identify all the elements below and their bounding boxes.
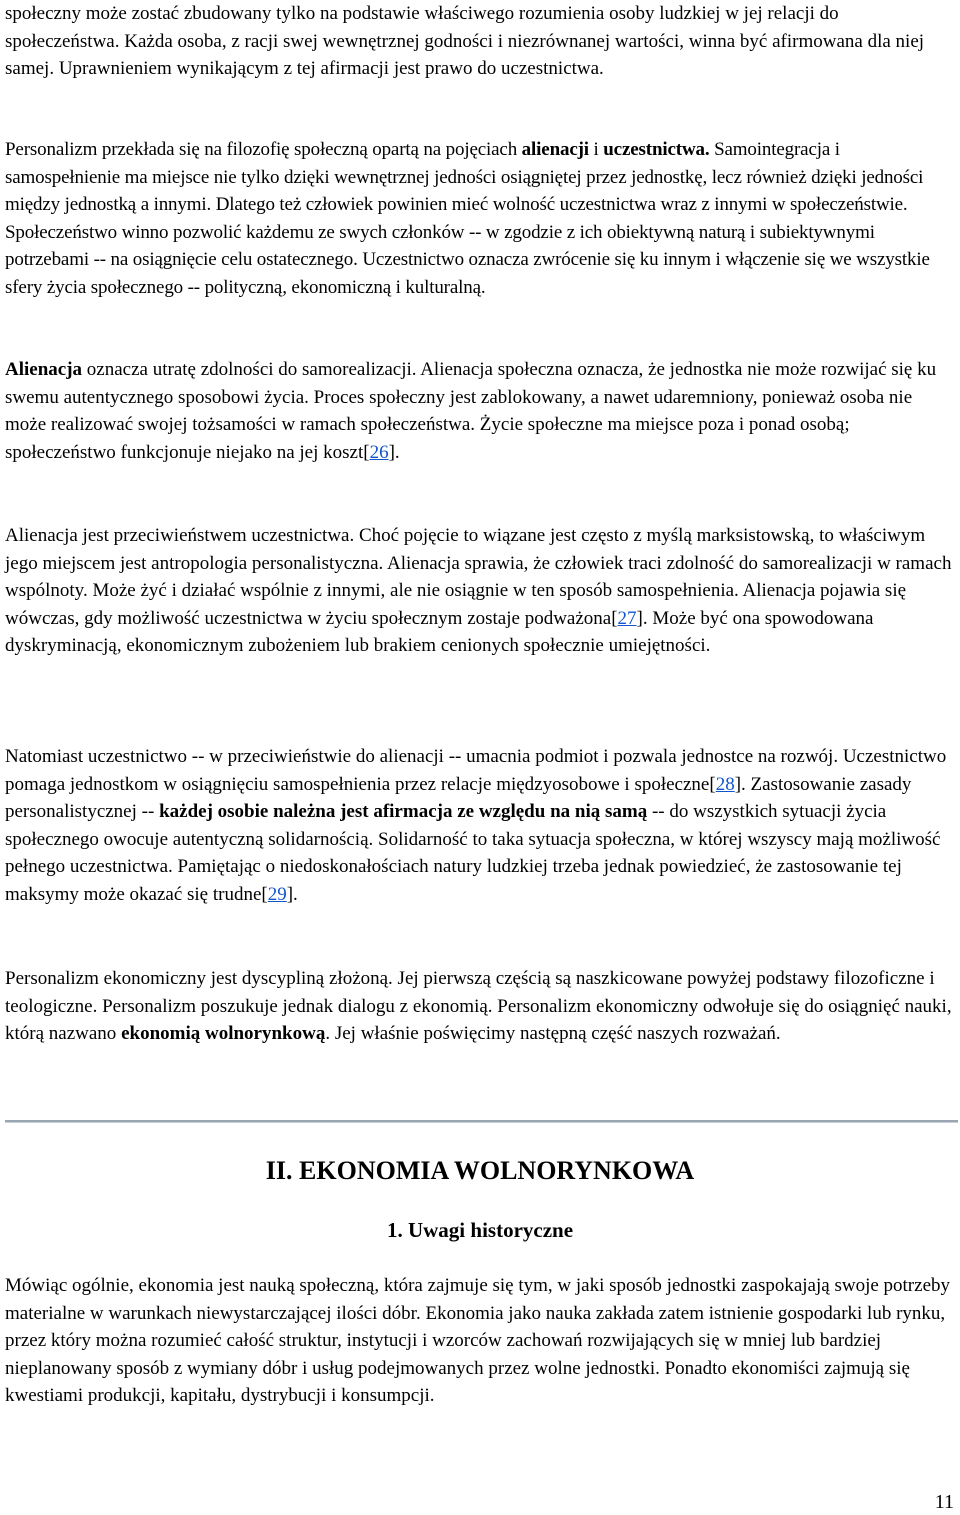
footnote-link-29[interactable]: 29 [267,883,287,905]
section-divider [5,1120,958,1123]
footnote-link-27[interactable]: 27 [617,607,637,629]
bold-text: uczestnictwa. [603,139,710,160]
text-run: Personalizm ekonomiczny jest dyscypliną złożoną. Jej pierwszą częścią są naszkicowane powyżej podstawy filozoficzne i teologiczne. Personalizm poszukuje jednak dialogu z ekonomią. Personalizm ekonomiczny odwołuje się do osiągnięć nauki, którą nazwano [5,968,952,1045]
text-run: Mówiąc ogólnie, ekonomia jest nauką społeczną, która zajmuje się tym, w jaki sposób jednostki zaspokajają swoje potrzeby materialne w warunkach niewystarczającej ilości dóbr. Ekonomia jako nauka zakłada zatem istnienie gospodarki lub rynku, przez który można rozumieć całość struktur, instytucji i wzorców zachowań rozwijających się w mniej lub bardziej nieplanowany sposób z wymiany dóbr i usług podejmowanych przez wolne jednostki. Ponadto ekonomiści zajmują się kwestiami produkcji, kapitału, dystrybucji i konsumpcji. [5,1275,950,1407]
page-number: 11 [934,1491,954,1513]
text-run: . Jej właśnie poświęcimy następną część naszych rozważań. [325,1023,781,1045]
text-run: Samointegracja i samospełnienie ma miejsce nie tylko dzięki wewnętrznej jedności osiągniętej przez jednostkę, lecz również dzięki jedności między jednostką a innymi. Dlatego też człowiek powinien mieć wolność uczestnictwa wraz z innymi w społeczeństwie. Społeczeństwo winno pozwolić każdemu ze swych członków -- w zgodzie z ich obiektywną naturą i subiektywnymi potrzebami -- na osiągnięcie celu ostatecznego. Uczestnictwo oznacza zwrócenie się ku innym i włączenie się we wszystkie sfery życia społecznego -- polityczną, ekonomiczną i kulturalną. [5,139,930,298]
paragraph-alienation-definition [5,356,955,466]
text-run: ]. [286,883,298,905]
text-run: Personalizm przekłada się na filozofię społeczną opartą na pojęciach [5,139,522,160]
chapter-heading: II. EKONOMIA WOLNORYNKOWA [265,1156,695,1185]
footnote-link-26[interactable]: 26 [369,441,389,463]
footnote-link-28[interactable]: 28 [715,773,735,795]
text-run: społeczny może zostać zbudowany tylko na podstawie właściwego rozumienia osoby ludzkiej w jej relacji do społeczeństwa. Każda osoba, z racji swej wewnętrznej godności i niezrównanej wartości, winna być afirmowana dla niej samej. Uprawnieniem wynikającym z tej afirmacji jest prawo do uczestnictwa. [5,3,925,80]
text-run: ]. [388,441,400,463]
bold-text: każdej osobie należna jest afirmacja ze względu na nią samą [159,801,648,823]
bold-text: alienacji [521,139,589,160]
paragraph-alienation-opposite [5,522,955,660]
paragraph-economics-definition [5,1272,955,1410]
text-run: -- do wszystkich sytuacji życia społecznego owocuje autentyczną solidarnością. Solidarność to taka sytuacja społeczna, w której wszyscy mają możliwość pełnego uczestnictwa. Pamiętając o niedoskonałościach natury ludzkiej trzeba jednak powiedzieć, że zastosowanie tej maksymy może okazać się trudne[ [5,801,941,905]
bold-text: Alienacja [5,359,83,380]
text-run: Alienacja jest przeciwieństwem uczestnictwa. Choć pojęcie to wiązane jest często z myślą marksistowską, to właściwym jego miejscem jest antropologia personalistyczna. Alienacja sprawia, że człowiek traci zdolność do samorealizacji w ramach wspólnoty. Może żyć i działać wspólnie z innymi, ale nie osiągnie w ten sposób samospełnienia. Alienacja pojawia się wówczas, gdy możliwość uczestnictwa w życiu społecznym zostaje podważona[ [5,525,952,629]
section-heading: 1. Uwagi historyczne [386,1218,574,1242]
text-run: ]. Zastosowanie zasady personalistycznej -- [5,773,912,823]
text-run: Natomiast uczestnictwo -- w przeciwieństwie do alienacji -- umacnia podmiot i pozwala jednostce na rozwój. Uczestnictwo pomaga jednostkom w osiągnięciu samospełnienia przez relacje międzyosobowe i społeczne[ [5,746,947,795]
text-run: oznacza utratę zdolności do samorealizacji. Alienacja społeczna oznacza, że jednostka nie może rozwijać się ku swemu autentycznego sposobowi życia. Proces społeczny jest zablokowany, a nawet udaremniony, ponieważ osoba nie może realizować swojej tożsamości w ramach społeczeństwa. Życie społeczne ma miejsce poza i ponad osobą; społeczeństwo funkcjonuje niejako na jej koszt[ [5,359,937,463]
paragraph-participation [5,743,955,909]
text-run: ]. Może być ona spowodowana dyskryminacją, ekonomicznym zubożeniem lub brakiem cenionych społecznie umiejętności. [5,607,874,657]
paragraph-personal-dignity [5,0,955,83]
paragraph-alienation-participation [5,136,955,302]
text-run: i [588,139,604,160]
paragraph-economic-personalism [5,965,955,1048]
bold-text: ekonomią wolnorynkową [121,1023,326,1045]
